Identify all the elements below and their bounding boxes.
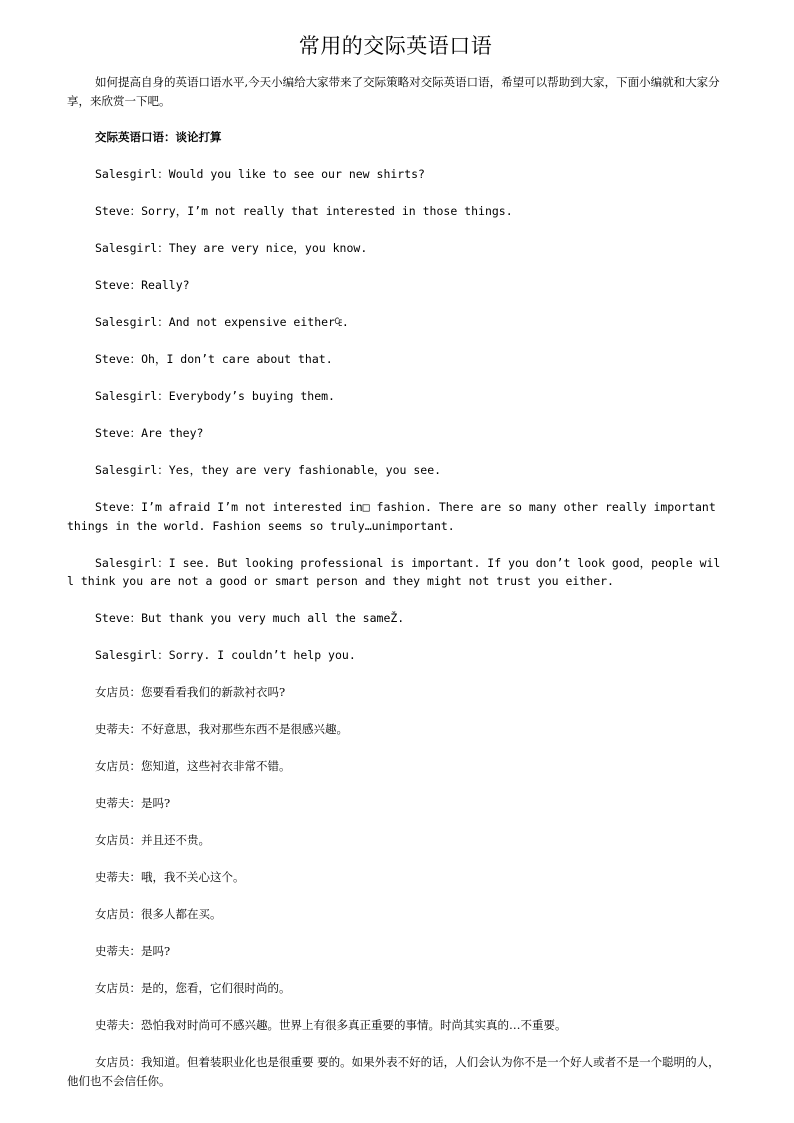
section-heading: 交际英语口语：谈论打算 — [95, 130, 222, 144]
dialogue-line-zh: 女店员：您知道，这些衬衣非常不错。 — [95, 759, 291, 773]
dialogue-line-zh: 史蒂夫：是吗? — [95, 944, 171, 958]
dialogue-line: Salesgirl：I see. But looking professional is important. If you don’t look good，people will think you are not a good or smart person and they might not trust you either. — [67, 555, 721, 588]
dialogue-line-zh: 女店员：并且还不贵。 — [95, 833, 210, 847]
dialogue-line-zh: 史蒂夫：不好意思，我对那些东西不是很感兴趣。 — [95, 722, 348, 736]
dialogue-line: Salesgirl：They are very nice，you know. — [95, 241, 368, 255]
dialogue-line: Salesgirl：Would you like to see our new shirts? — [95, 167, 425, 181]
dialogue-line: Salesgirl：Sorry. I couldn’t help you. — [95, 648, 356, 662]
intro-paragraph: 如何提高自身的英语口语水平,今天小编给大家带来了交际策略对交际英语口语，希望可以帮助到大家，下面小编就和大家分享，来欣赏一下吧。 — [67, 75, 720, 108]
dialogue-line: Steve：Are they? — [95, 426, 204, 440]
dialogue-line-zh: 女店员：您要看看我们的新款衬衣吗? — [95, 685, 286, 699]
dialogue-line: Steve：Really? — [95, 278, 190, 292]
dialogue-line: Steve：Oh，I don’t care about that. — [95, 352, 333, 366]
dialogue-line-zh: 史蒂夫：恐怕我对时尚可不感兴趣。世界上有很多真正重要的事情。时尚其实真的…不重要。 — [95, 1018, 567, 1032]
dialogue-line-zh: 女店员：我知道。但着装职业化也是很重要 要的。如果外表不好的话，人们会认为你不是一个好人或者不是一个聪明的人，他们也不会信任你。 — [67, 1055, 720, 1088]
dialogue-line: Salesgirl：And not expensive either₠. — [95, 315, 349, 329]
dialogue-line: Salesgirl：Yes，they are very fashionable，you see. — [95, 463, 442, 477]
dialogue-line: Steve：Sorry，I’m not really that interested in those things. — [95, 204, 513, 218]
dialogue-line-zh: 史蒂夫：哦，我不关心这个。 — [95, 870, 245, 884]
dialogue-line: Salesgirl：Everybody’s buying them. — [95, 389, 335, 403]
dialogue-line: Steve：I’m afraid I’m not interested in□ fashion. There are so many other really important things in the world. Fashion seems so truly…unimportant. — [67, 500, 716, 533]
dialogue-line: Steve：But thank you very much all the sameŽ. — [95, 611, 405, 625]
document-title: 常用的交际英语口语 — [298, 34, 493, 58]
dialogue-line-zh: 女店员：很多人都在买。 — [95, 907, 222, 921]
dialogue-line-zh: 史蒂夫：是吗? — [95, 796, 171, 810]
dialogue-line-zh: 女店员：是的，您看，它们很时尚的。 — [95, 981, 291, 995]
